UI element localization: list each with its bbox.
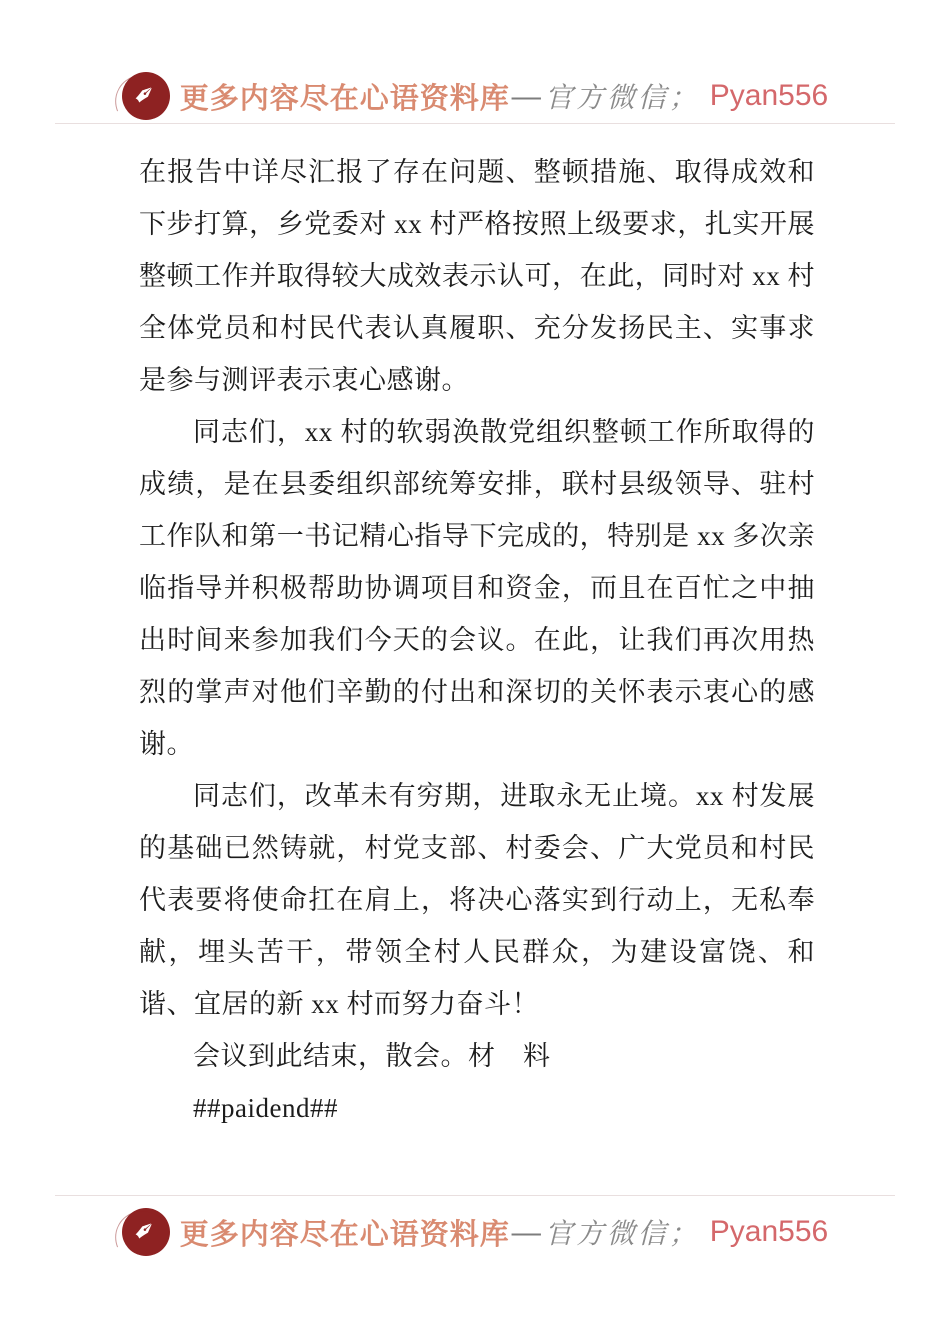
paragraph: ##paidend## bbox=[193, 1093, 338, 1123]
brand-text: 更多内容尽在心语资料库 bbox=[179, 1218, 510, 1251]
brand-text: 更多内容尽在心语资料库 bbox=[179, 82, 510, 115]
footer-divider bbox=[55, 1195, 895, 1196]
paragraph: 同志们，xx 村的软弱涣散党组织整顿工作所取得的成绩，是在县委组织部统筹安排，联村县级领导、驻村工作队和第一书记精心指导下完成的，特别是 xx 多次亲临指导并积极帮助协调项目和资金，而且在百忙之中抽出时间来参加我们今天的会议。在此，让我们再次用热烈的掌声对他们辛勤的付出和深切的关怀表示衷心的感谢。 bbox=[139, 417, 815, 759]
document-body bbox=[139, 146, 815, 1134]
pen-nib-icon: ✒ bbox=[127, 1211, 165, 1250]
paragraph: 在报告中详尽汇报了存在问题、整顿措施、取得成效和下步打算，乡党委对 xx 村严格按照上级要求，扎实开展整顿工作并取得较大成效表示认可，在此，同时对 xx 村全体党员和村民代表认真履职、充分发扬民主、实事求是参与测评表示衷心感谢。 bbox=[139, 157, 815, 395]
wechat-id: Pyan556 bbox=[709, 79, 829, 112]
paragraph: 同志们，改革未有穷期，进取永无止境。xx 村发展的基础已然铸就，村党支部、村委会、广大党员和村民代表要将使命扛在肩上，将决心落实到行动上，无私奉献，埋头苦干，带领全村人民群众，为建设富饶、和谐、宜居的新 xx 村而努力奋斗！ bbox=[139, 781, 815, 1019]
wechat-label: 官方微信； bbox=[544, 1219, 700, 1250]
footer-watermark bbox=[0, 1206, 950, 1258]
pen-circle-logo-icon bbox=[122, 72, 170, 120]
header-divider bbox=[55, 123, 895, 124]
wechat-label: 官方微信； bbox=[544, 83, 700, 114]
pen-circle-logo-icon bbox=[122, 1208, 170, 1256]
wechat-id: Pyan556 bbox=[709, 1215, 829, 1248]
dash-separator: — bbox=[511, 79, 541, 112]
dash-separator: — bbox=[511, 1215, 541, 1248]
paragraph: 会议到此结束，散会。材 料 bbox=[193, 1041, 551, 1071]
pen-nib-icon: ✒ bbox=[127, 75, 165, 114]
header-watermark bbox=[0, 70, 950, 122]
